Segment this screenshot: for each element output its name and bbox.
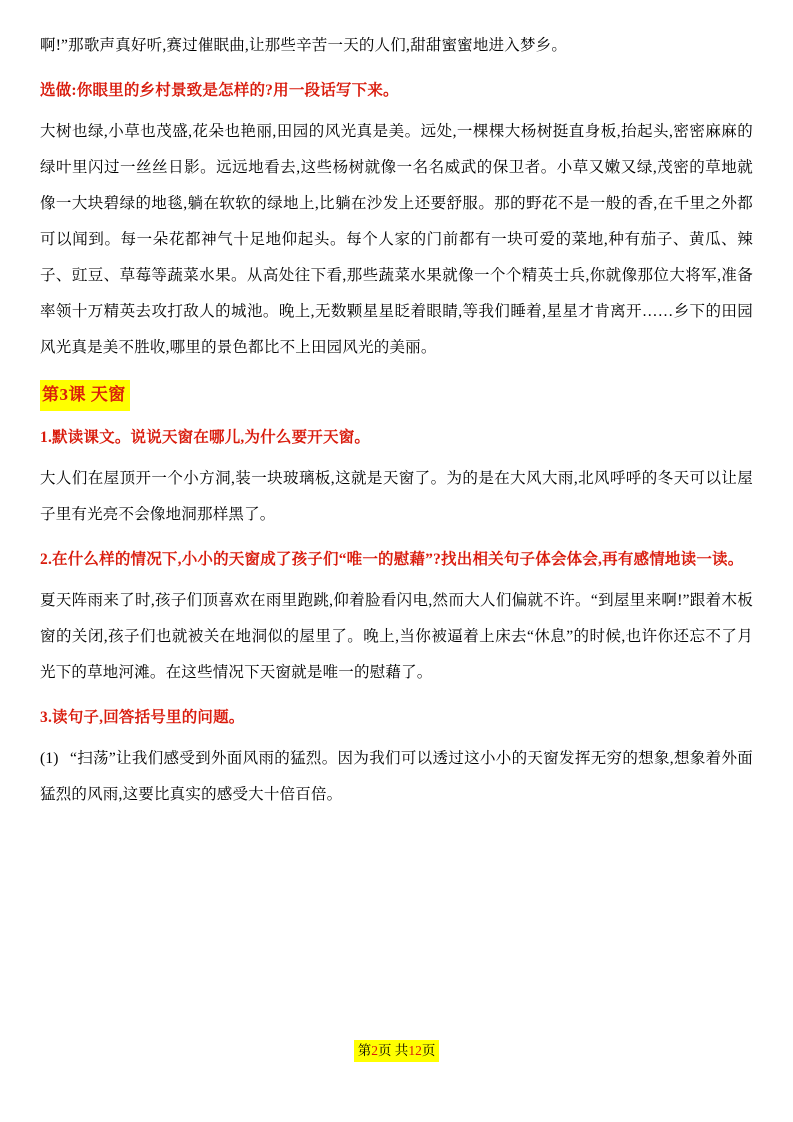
sub-item-number: (1) xyxy=(40,750,59,767)
footer-prefix: 第 xyxy=(357,1043,372,1058)
question-2-answer: 夏天阵雨来了时,孩子们顶喜欢在雨里跑跳,仰着脸看闪电,然而大人们偏就不许。“到屋里来啊!”跟着木板窗的关闭,孩子们也就被关在地洞似的屋里了。晚上,当你被逼着上床去“休息”的时候,也许你还忘不了月光下的草地河滩。在这些情况下天窗就是唯一的慰藉了。 xyxy=(40,592,753,681)
question-3-sub-item xyxy=(40,741,753,813)
footer-suffix: 页 xyxy=(421,1043,436,1058)
sub-item-text: “扫荡”让我们感受到外面风雨的猛烈。因为我们可以透过这小小的天窗发挥无穷的想象,想象着外面猛烈的风雨,这要比真实的感受大十倍百倍。 xyxy=(40,750,753,803)
question-3-prompt: 3.读句子,回答括号里的问题。 xyxy=(40,709,245,726)
question-1-prompt: 1.默读课文。说说天窗在哪儿,为什么要开天窗。 xyxy=(40,429,371,446)
paragraph-top: 啊!”那歌声真好听,赛过催眠曲,让那些辛苦一天的人们,甜甜蜜蜜地进入梦乡。 xyxy=(40,37,568,54)
page-number-label xyxy=(354,1040,440,1062)
lesson-title-container xyxy=(40,380,753,411)
footer-middle: 页 共 xyxy=(377,1043,409,1058)
footer-total-pages: 12 xyxy=(408,1043,422,1058)
lesson-title: 第3课 天窗 xyxy=(40,380,130,411)
optional-task-answer: 大树也绿,小草也茂盛,花朵也艳丽,田园的风光真是美。远处,一棵棵大杨树挺直身板,抬起头,密密麻麻的绿叶里闪过一丝丝日影。远远地看去,这些杨树就像一名名威武的保卫者。小草又嫩又绿,茂密的草地就像一大块碧绿的地毯,躺在软软的绿地上,比躺在沙发上还要舒服。那的野花不是一般的香,在千里之外都可以闻到。每一朵花都神气十足地仰起头。每个人家的门前都有一块可爱的菜地,种有茄子、黄瓜、辣子、豇豆、草莓等蔬菜水果。从高处往下看,那些蔬菜水果就像一个个精英士兵,你就像那位大将军,准备率领十万精英去攻打敌人的城池。晚上,无数颗星星眨着眼睛,等我们睡着,星星才肯离开……乡下的田园风光真是美不胜收,哪里的景色都比不上田园风光的美丽。 xyxy=(40,123,753,356)
question-2-prompt: 2.在什么样的情况下,小小的天窗成了孩子们“唯一的慰藉”?找出相关句子体会体会,再有感情地读一读。 xyxy=(40,551,744,568)
page-footer xyxy=(0,1040,793,1062)
footer-current-page: 2 xyxy=(371,1043,378,1058)
question-1-answer: 大人们在屋顶开一个小方洞,装一块玻璃板,这就是天窗了。为的是在大风大雨,北风呼呼的冬天可以让屋子里有光亮不会像地洞那样黑了。 xyxy=(40,470,753,523)
optional-task-prompt: 选做:你眼里的乡村景致是怎样的?用一段话写下来。 xyxy=(40,82,399,99)
